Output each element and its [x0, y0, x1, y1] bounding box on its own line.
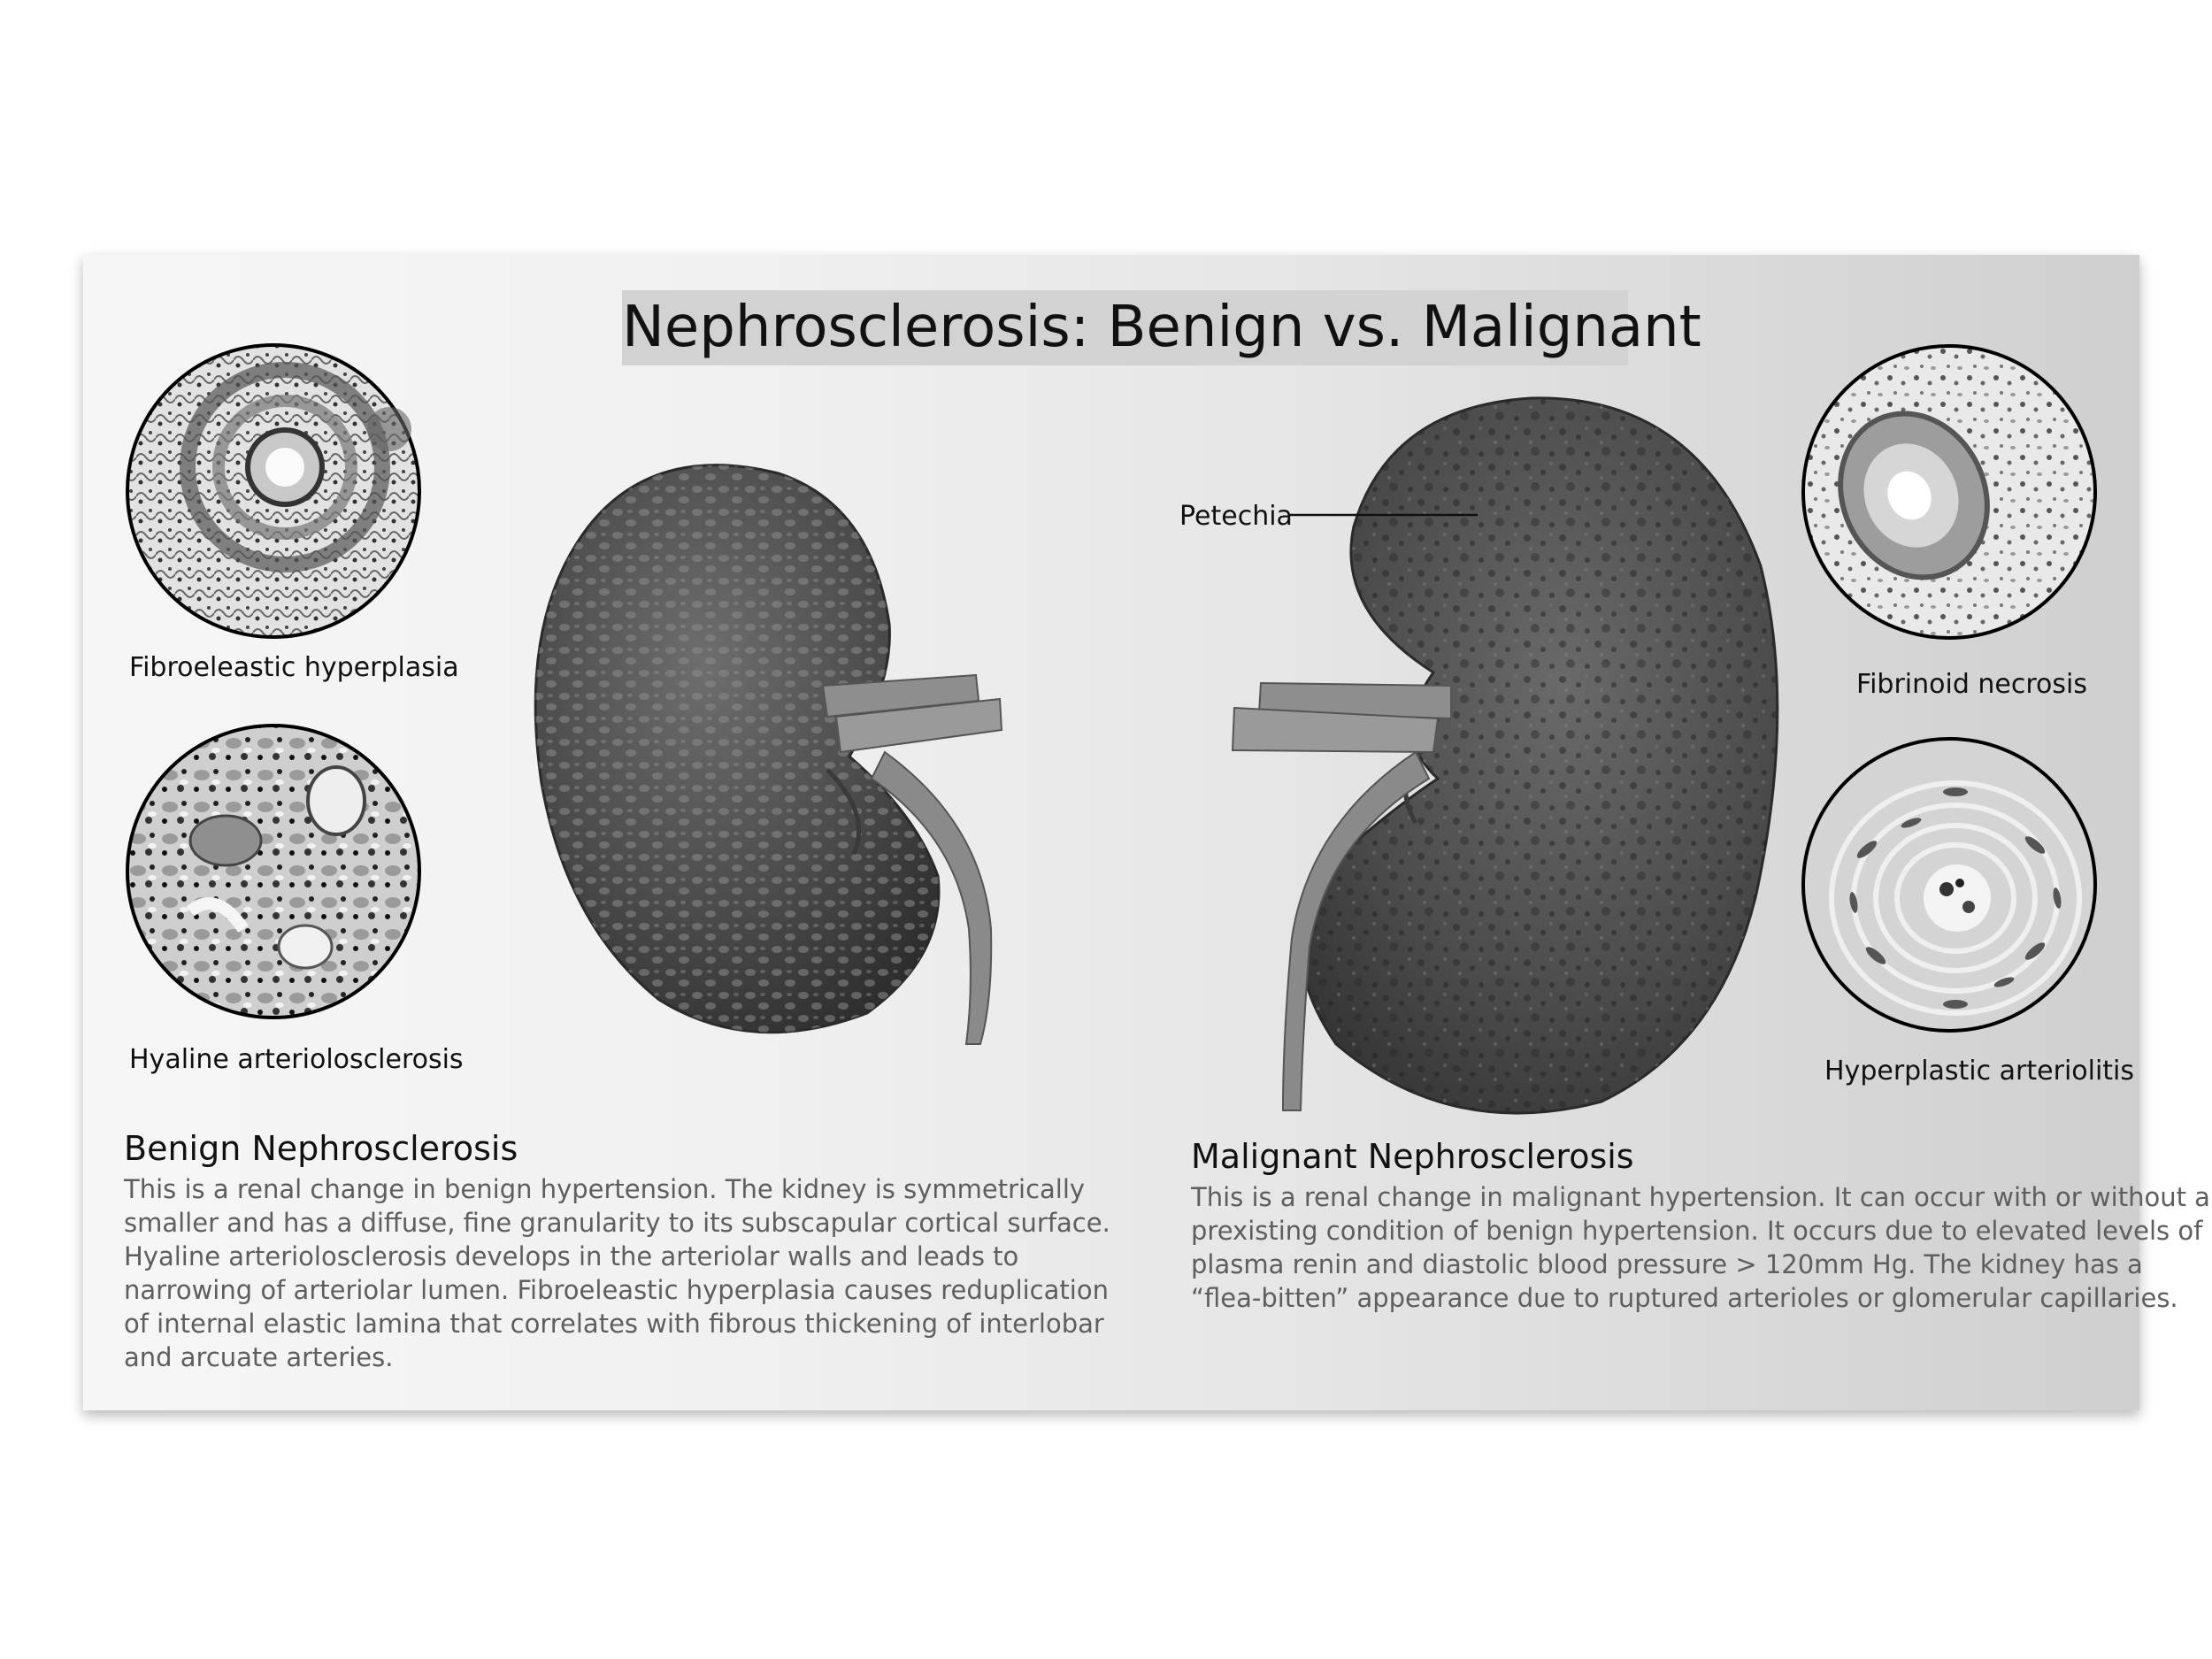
- hyaline-micrograph: [127, 726, 419, 1018]
- fibrinoid-micrograph: [1803, 346, 2095, 638]
- malignant-line: prexisting condition of benign hypertension. It occurs due to elevated levels of: [1191, 1216, 2203, 1246]
- benign-line: smaller and has a diffuse, fine granularity to its subscapular cortical surface.: [124, 1208, 1110, 1238]
- fibroelastic-label: Fibroeleastic hyperplasia: [129, 652, 459, 683]
- benign-description: [124, 1172, 1110, 1374]
- hyperplastic-label: Hyperplastic arteriolitis: [1824, 1056, 2135, 1087]
- hyperplastic-micrograph: [1803, 739, 2095, 1031]
- malignant-heading: Malignant Nephrosclerosis: [1191, 1137, 1634, 1176]
- benign-line: narrowing of arteriolar lumen. Fibroeleastic hyperplasia causes reduplication: [124, 1275, 1109, 1305]
- page-title: Nephrosclerosis: Benign vs. Malignant: [622, 295, 1701, 360]
- malignant-line: “flea-bitten” appearance due to ruptured arterioles or glomerular capillaries.: [1191, 1283, 2178, 1313]
- benign-kidney: [535, 465, 1002, 1044]
- benign-line: and arcuate arteries.: [124, 1342, 394, 1372]
- benign-line: This is a renal change in benign hypertension. The kidney is symmetrically: [124, 1174, 1086, 1204]
- hyaline-label: Hyaline arteriolosclerosis: [129, 1044, 464, 1075]
- benign-line: of internal elastic lamina that correlates with fibrous thickening of interlobar: [124, 1309, 1104, 1339]
- fibroelastic-micrograph: [127, 345, 419, 637]
- fibrinoid-label: Fibrinoid necrosis: [1856, 669, 2087, 700]
- malignant-line: plasma renin and diastolic blood pressure > 120mm Hg. The kidney has a: [1191, 1249, 2143, 1279]
- petechia-label: Petechia: [1179, 501, 1293, 532]
- malignant-line: This is a renal change in malignant hypertension. It can occur with or without a: [1191, 1182, 2210, 1212]
- malignant-description: [1191, 1180, 2210, 1315]
- benign-line: Hyaline arteriolosclerosis develops in the arteriolar walls and leads to: [124, 1241, 1019, 1271]
- benign-heading: Benign Nephrosclerosis: [124, 1129, 518, 1168]
- malignant-kidney: [1233, 398, 1778, 1113]
